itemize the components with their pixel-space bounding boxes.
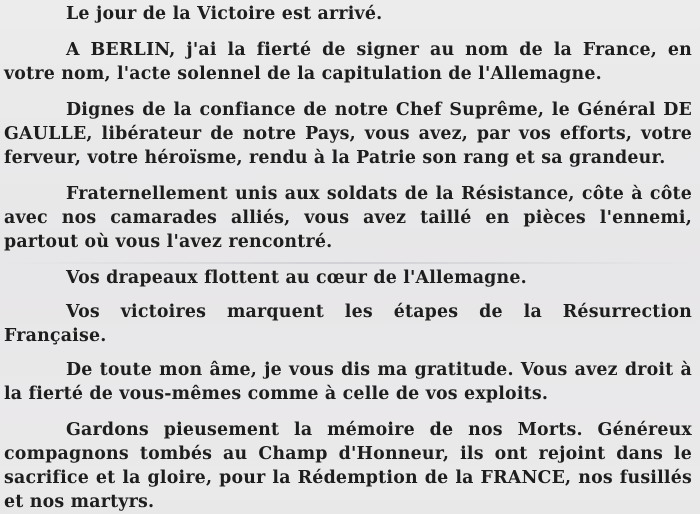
paragraph-de-gaulle: Dignes de la confiance de notre Chef Suprême, le Général DE GAULLE, libérateur de notre Pays, vous avez, par vos efforts, votre ferveur, votre héroïsme, rendu à la Patrie son rang et sa grandeur.	[4, 100, 692, 168]
paragraph-flags: Vos drapeaux flottent au cœur de l'Allemagne.	[66, 268, 527, 288]
paragraph-remembrance: Gardons pieusement la mémoire de nos Morts. Généreux compagnons tombés au Champ d'Honneur, ils ont rejoint dans le sacrifice et la gloire, pour la Rédemption de la FRANCE, nos fusillés et nos martyrs.	[4, 420, 692, 512]
paragraph-berlin-capitulation: A BERLIN, j'ai la fierté de signer au nom de la France, en votre nom, l'acte solennel de la capitulation de l'Allemagne.	[4, 40, 692, 84]
paragraph-gratitude: De toute mon âme, je vous dis ma gratitude. Vous avez droit à la fierté de vous-mêmes comme à celle de vos exploits.	[4, 360, 692, 404]
paragraph-victory-day: Le jour de la Victoire est arrivé.	[66, 4, 383, 24]
paragraph-resistance: Fraternellement unis aux soldats de la Résistance, côte à côte avec nos camarades alliés, vous avez taillé en pièces l'ennemi, partout où vous l'avez rencontré.	[4, 184, 692, 252]
document-body	[4, 0, 692, 514]
paragraph-victories: Vos victoires marquent les étapes de la Résurrection Française.	[4, 302, 692, 346]
